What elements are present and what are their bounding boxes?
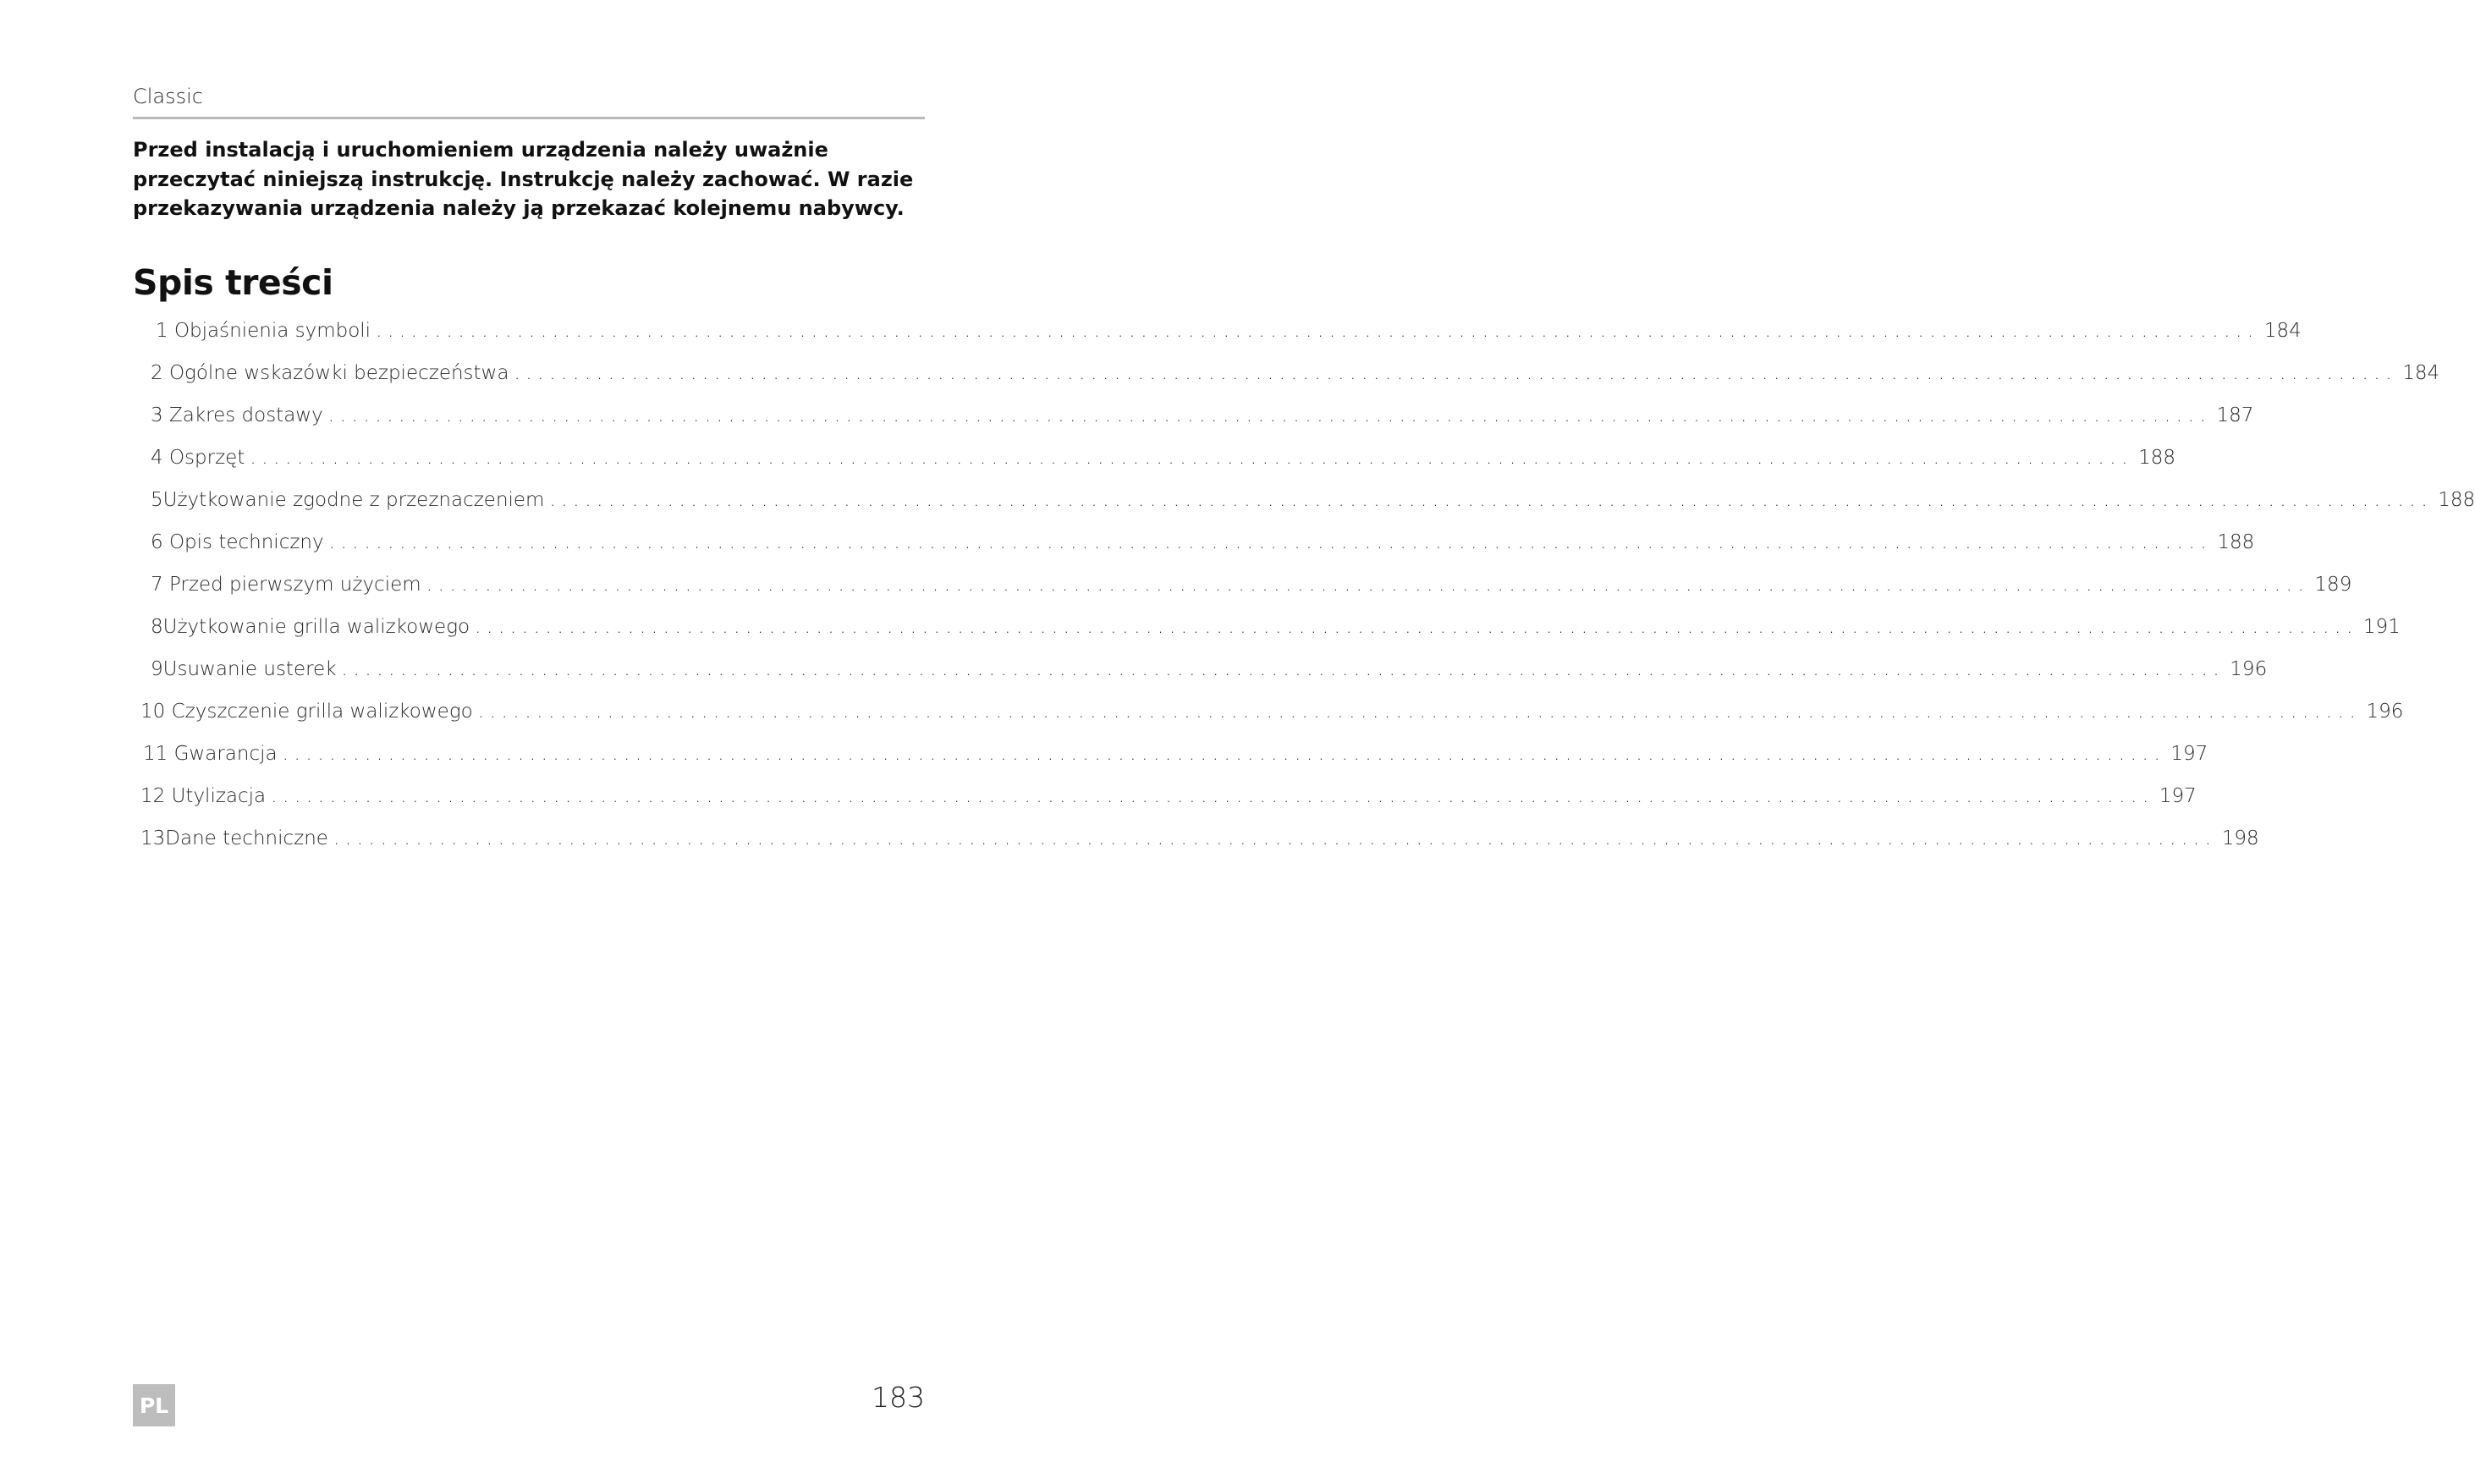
toc-entry-title: Opis techniczny bbox=[168, 531, 324, 553]
toc-entry-page: 196 bbox=[2230, 658, 2268, 680]
toc-entry[interactable] bbox=[143, 743, 2208, 777]
toc-dot-leader: ................................................................................................................................................................ bbox=[514, 362, 2398, 384]
toc-title: Spis treści bbox=[133, 262, 333, 303]
toc-entry-title: Czyszczenie grilla walizkowego bbox=[171, 701, 473, 723]
toc-entry-page: 191 bbox=[2362, 616, 2401, 638]
toc-entry-number: 11 bbox=[143, 743, 168, 765]
toc-entry-title: Usuwanie usterek bbox=[162, 658, 337, 680]
toc-entry-number: 2 bbox=[151, 362, 163, 384]
toc-entry-page: 197 bbox=[2159, 785, 2197, 807]
toc-entry[interactable] bbox=[140, 701, 2404, 734]
toc-entry[interactable] bbox=[156, 320, 2302, 354]
toc-entry-title: Użytkowanie grilla walizkowego bbox=[162, 616, 470, 638]
toc-dot-leader: ................................................................................................................................................................ bbox=[341, 658, 2225, 680]
toc-entry-page: 198 bbox=[2221, 827, 2259, 849]
toc-entry-number: 5 bbox=[151, 489, 163, 511]
toc-entry-page: 196 bbox=[2366, 701, 2404, 723]
toc-dot-leader: ................................................................................................................................................................ bbox=[327, 404, 2212, 426]
toc-entry-number: 13 bbox=[140, 827, 166, 849]
toc-entry-title: Przed pierwszym użyciem bbox=[168, 574, 421, 596]
toc-entry-number: 7 bbox=[151, 574, 163, 596]
toc-dot-leader: ................................................................................................................................................................ bbox=[250, 447, 2134, 469]
toc-dot-leader: ................................................................................................................................................................ bbox=[282, 743, 2166, 765]
language-badge: PL bbox=[133, 1384, 175, 1426]
toc-entry[interactable] bbox=[151, 574, 2352, 607]
toc-dot-leader: ................................................................................................................................................................ bbox=[333, 827, 2217, 849]
toc-entry-title: Osprzęt bbox=[168, 447, 245, 469]
toc-entry-number: 10 bbox=[140, 701, 166, 723]
toc-dot-leader: ................................................................................................................................................................ bbox=[328, 531, 2213, 553]
intro-notice: Przed instalacją i uruchomieniem urządzenia należy uważnie przeczytać niniejszą instrukcję. Instrukcję należy zachować. W razie przekazywania urządzenia należy ją przekazać kolejnemu nabywcy. bbox=[133, 138, 914, 220]
toc-entry[interactable] bbox=[151, 362, 2440, 396]
header-product-name: Classic bbox=[133, 85, 204, 108]
toc-dot-leader: ................................................................................................................................................................ bbox=[376, 320, 2259, 342]
toc-dot-leader: ................................................................................................................................................................ bbox=[271, 785, 2154, 807]
toc-entry-page: 187 bbox=[2216, 404, 2254, 426]
toc-entry-number: 4 bbox=[151, 447, 163, 469]
toc-entry-number: 9 bbox=[151, 658, 163, 680]
toc-entry-title: Użytkowanie zgodne z przeznaczeniem bbox=[162, 489, 545, 511]
toc-entry[interactable] bbox=[151, 447, 2176, 481]
toc-entry-page: 184 bbox=[2263, 320, 2302, 342]
toc-entry-number: 3 bbox=[151, 404, 163, 426]
toc-entry-title: Dane techniczne bbox=[165, 827, 328, 849]
toc-dot-leader: ................................................................................................................................................................ bbox=[549, 489, 2434, 511]
header-divider bbox=[133, 117, 925, 119]
toc-dot-leader: ................................................................................................................................................................ bbox=[475, 616, 2358, 638]
toc-entry[interactable] bbox=[151, 489, 2475, 523]
toc-entry-title: Utylizacja bbox=[171, 785, 267, 807]
toc-entry[interactable] bbox=[151, 531, 2255, 565]
toc-entry[interactable] bbox=[140, 785, 2197, 819]
toc-entry-page: 188 bbox=[2138, 447, 2176, 469]
toc-entry-page: 189 bbox=[2314, 574, 2352, 596]
toc-entry-page: 184 bbox=[2402, 362, 2440, 384]
toc-entry[interactable] bbox=[151, 616, 2401, 650]
toc-entry-title: Ogólne wskazówki bezpieczeństwa bbox=[168, 362, 509, 384]
toc-entry-title: Zakres dostawy bbox=[168, 404, 323, 426]
toc-entry-page: 197 bbox=[2170, 743, 2208, 765]
toc-entry-number: 12 bbox=[140, 785, 166, 807]
page-number: 183 bbox=[872, 1381, 925, 1414]
toc-entry[interactable] bbox=[151, 658, 2268, 692]
toc-entry-number: 1 bbox=[156, 320, 168, 342]
toc-entry-title: Gwarancja bbox=[173, 743, 278, 765]
toc-entry-number: 6 bbox=[151, 531, 163, 553]
toc-dot-leader: ................................................................................................................................................................ bbox=[477, 701, 2362, 723]
toc-entry-page: 188 bbox=[2438, 489, 2475, 511]
toc-entry[interactable] bbox=[140, 827, 2259, 861]
toc-entry-title: Objaśnienia symboli bbox=[173, 320, 371, 342]
toc-entry-page: 188 bbox=[2217, 531, 2255, 553]
toc-entry[interactable] bbox=[151, 404, 2254, 438]
toc-dot-leader: ................................................................................................................................................................ bbox=[426, 574, 2310, 596]
toc-entry-number: 8 bbox=[151, 616, 163, 638]
